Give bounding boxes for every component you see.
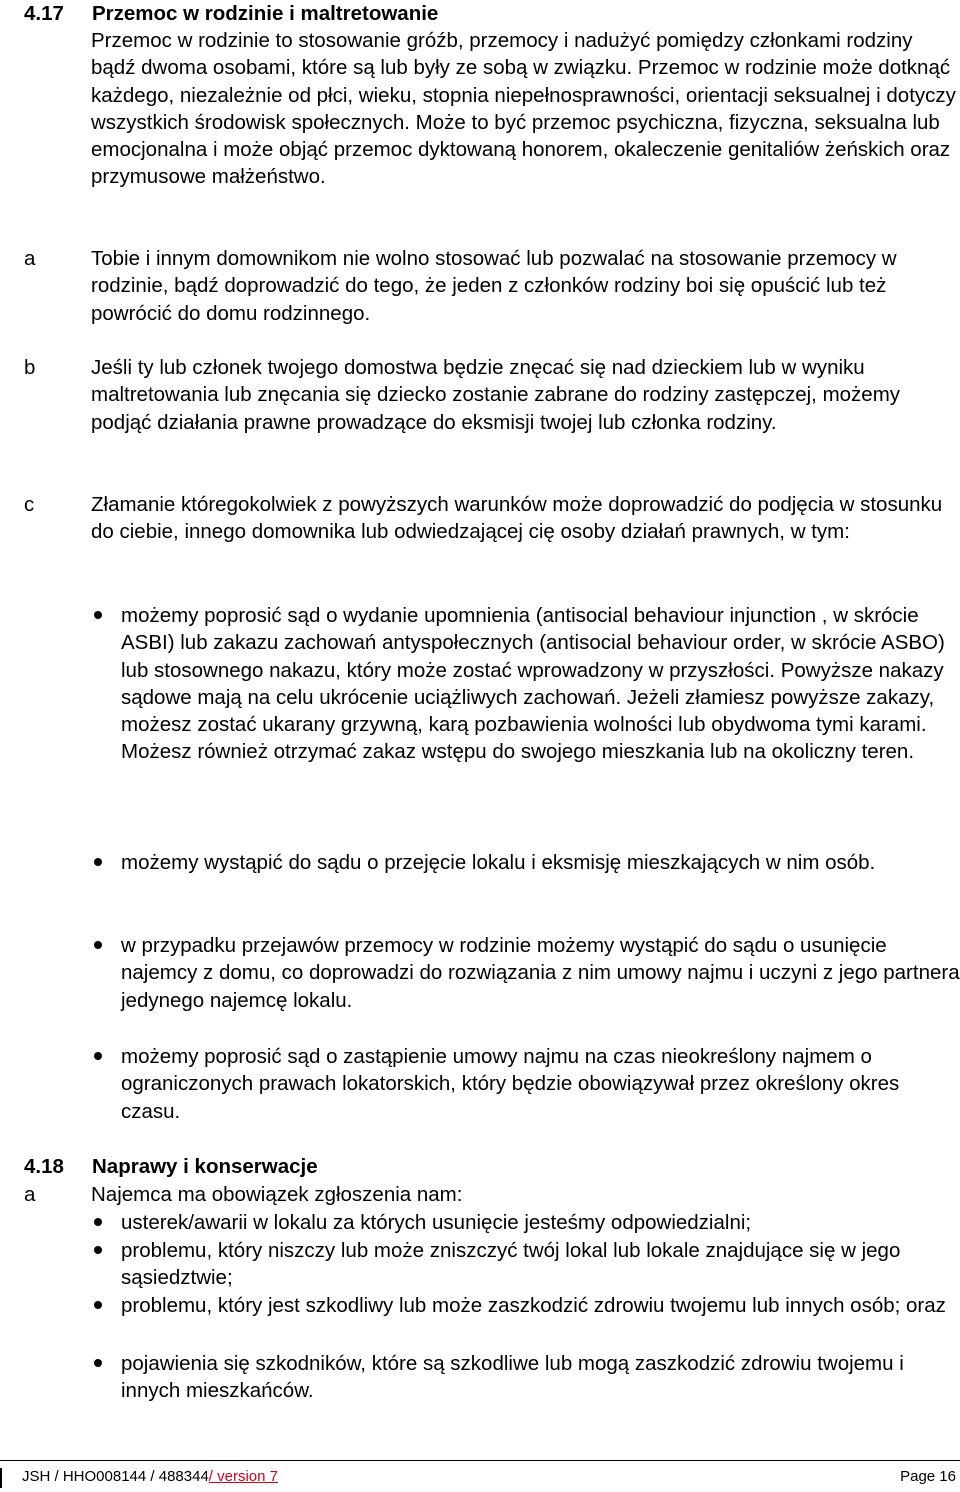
bullet-icon <box>94 1246 102 1254</box>
bullet-icon <box>94 858 102 866</box>
bullet-item-tenancy-replacement: możemy poprosić sąd o zastąpienie umowy najmu na czas nieokreślony najmem o ograniczonych prawach lokatorskich, który będzie obowiązywał przez określony okres czasu. <box>121 1045 900 1123</box>
bullet-item-eviction: możemy wystąpić do sądu o przejęcie lokalu i eksmisję mieszkających w nim osób. <box>121 851 876 874</box>
bullet-item-defects: usterek/awarii w lokalu za których usunięcie jesteśmy odpowiedzialni; <box>121 1211 752 1234</box>
footer-page-number: Page 16 <box>900 1468 956 1485</box>
bullet-icon <box>94 941 102 949</box>
item-letter-a: a <box>24 247 36 270</box>
section-number: 4.17 <box>24 2 64 25</box>
item-a-paragraph: Najemca ma obowiązek zgłoszenia nam: <box>91 1183 463 1206</box>
section-intro-paragraph: Przemoc w rodzinie to stosowanie gróźb, przemocy i nadużyć pomiędzy członkami rodziny bądź dwoma osobami, które są lub były ze sobą w związku. Przemoc w rodzinie może dotknąć każdego, niezależnie od płci, wieku, stopnia niepełnosprawności, orientacji seksualnej i dotyczy wszystkich środowisk społecznych. Może to być przemoc psychiczna, fizyczna, seksualna lub emocjonalna i może objąć przemoc dyktowaną honorem, okaleczenie genitaliów żeńskich oraz przymusowe małżeństwo. <box>91 29 956 189</box>
footer-reference <box>22 1466 278 1488</box>
item-letter-b: b <box>24 356 36 379</box>
section-title: Przemoc w rodzinie i maltretowanie <box>92 2 439 25</box>
bullet-item-health-problem: problemu, który jest szkodliwy lub może zaszkodzić zdrowiu twojemu lub innych osób; oraz <box>121 1294 946 1317</box>
bullet-item-pests: pojawienia się szkodników, które są szkodliwe lub mogą zaszkodzić zdrowiu twojemu i innych mieszkańców. <box>121 1352 904 1403</box>
footer-version-link[interactable]: / version 7 <box>208 1468 278 1485</box>
item-letter-a: a <box>24 1183 36 1206</box>
item-letter-c: c <box>24 493 35 516</box>
item-c-paragraph: Złamanie któregokolwiek z powyższych warunków może doprowadzić do podjęcia w stosunku do ciebie, innego domownika lub odwiedzającej cię osoby działań prawnych, w tym: <box>91 493 943 544</box>
bullet-item-asbi: możemy poprosić sąd o wydanie upomnienia (antisocial behaviour injunction , w skrócie ASBI) lub zakazu zachowań antyspołecznych (antisocial behaviour order, w skrócie ASBO) lub stosownego nakazu, który może zostać wprowadzony w przyszłości. Powyższe nakazy sądowe mają na celu ukrócenie uciążliwych zachowań. Jeżeli złamiesz powyższe zakazy, możesz zostać ukarany grzywną, karą pozbawienia wolności lub obydwoma tymi karami. Możesz również otrzymać zakaz wstępu do swojego mieszkania lub na okoliczny teren. <box>121 604 945 764</box>
item-a-paragraph: Tobie i innym domownikom nie wolno stosować lub pozwalać na stosowanie przemocy w rodzinie, bądź doprowadzić do tego, że jeden z członków rodziny boi się opuścić lub też powrócić do domu rodzinnego. <box>91 247 897 325</box>
bullet-icon <box>94 1052 102 1060</box>
item-b-paragraph: Jeśli ty lub członek twojego domostwa będzie znęcać się nad dzieckiem lub w wyniku maltretowania lub znęcania się dziecko zostanie zabrane do rodziny zastępczej, możemy podjąć działania prawne prowadzące do eksmisji twojej lub członka rodziny. <box>91 356 901 434</box>
bullet-icon <box>94 1218 102 1226</box>
bullet-icon <box>94 1359 102 1367</box>
footer-change-bar <box>0 1468 2 1488</box>
section-title: Naprawy i konserwacje <box>92 1155 318 1178</box>
bullet-item-damage-problem: problemu, który niszczy lub może zniszczyć twój lokal lub lokale znajdujące się w jego sąsiedztwie; <box>121 1239 901 1290</box>
footer-divider <box>0 1460 960 1461</box>
bullet-icon <box>94 611 102 619</box>
footer-document-id: JSH / HHO008144 / 488344 <box>22 1468 209 1485</box>
bullet-icon <box>94 1301 102 1309</box>
bullet-item-tenant-removal: w przypadku przejawów przemocy w rodzinie możemy wystąpić do sądu o usunięcie najemcy z domu, co doprowadzi do rozwiązania z nim umowy najmu i uczyni z jego partnera jedynego najemcę lokalu. <box>121 934 960 1012</box>
section-number: 4.18 <box>24 1155 64 1178</box>
